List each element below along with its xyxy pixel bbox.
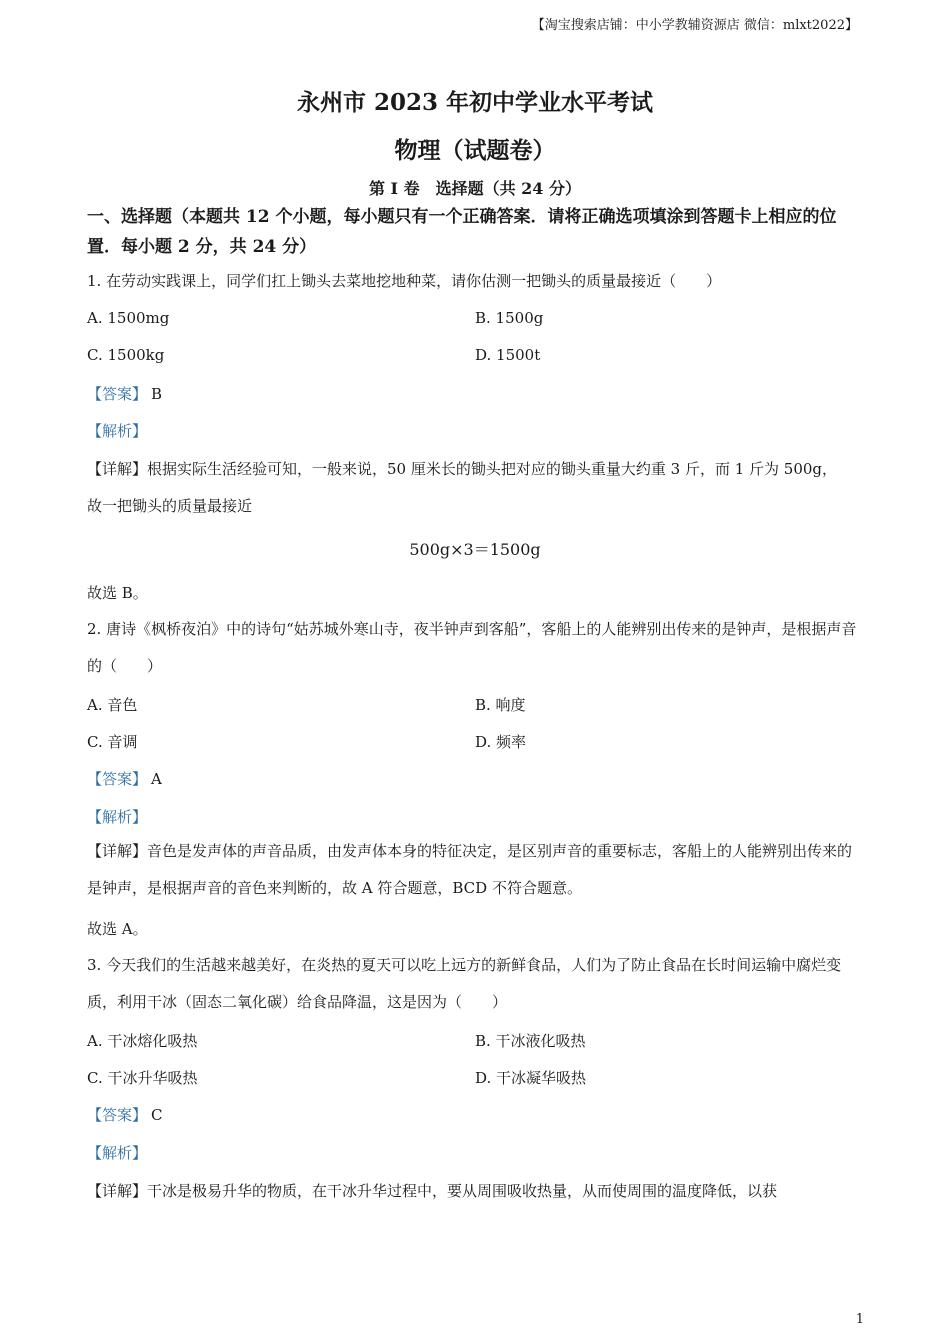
answer-value: A <box>151 770 162 788</box>
question-3-option-b: B. 干冰液化吸热 <box>475 1032 586 1050</box>
question-1-formula: 500g×3＝1500g <box>409 540 541 559</box>
detail-text: 音色是发声体的声音品质，由发声体本身的特征决定，是区别声音的重要标志，客船上的人能辨别出传来的是钟声，是根据声音的音色来判断的，故 A 符合题意，BCD 不符合题意。 <box>87 842 853 897</box>
answer-label: 【答案】 <box>87 385 148 403</box>
question-3-option-a: A. 干冰熔化吸热 <box>87 1032 198 1050</box>
question-1-answer <box>87 383 162 404</box>
detail-text: 根据实际生活经验可知，一般来说，50 厘米长的锄头把对应的锄头重量大约重 3 斤，而 1 斤为 500g， <box>147 460 838 478</box>
question-3-analysis-label: 【解析】 <box>87 1144 148 1162</box>
question-2-option-a: A. 音色 <box>87 696 138 714</box>
question-1-option-c: C. 1500kg <box>87 346 165 364</box>
page-title: 永州市 2023 年初中学业水平考试 <box>296 89 654 116</box>
question-2-option-d: D. 频率 <box>475 733 527 751</box>
detail-text: 干冰是极易升华的物质，在干冰升华过程中，要从周围吸收热量，从而使周围的温度降低，以获 <box>147 1182 778 1200</box>
question-1-option-d: D. 1500t <box>475 346 541 364</box>
question-1-detail <box>87 458 837 479</box>
page-subtitle: 物理（试题卷） <box>394 137 556 164</box>
question-2-option-c: C. 音调 <box>87 733 138 751</box>
question-3-stem: 3. 今天我们的生活越来越美好，在炎热的夏天可以吃上远方的新鲜食品，人们为了防止食品在长时间运输中腐烂变质，利用干冰（固态二氧化碳）给食品降温，这是因为（ ） <box>87 956 842 1011</box>
part-instruction: 一、选择题（本题共 12 个小题，每小题只有一个正确答案．请将正确选项填涂到答题卡上相应的位置．每小题 2 分，共 24 分） <box>87 207 837 257</box>
detail-label: 【详解】 <box>87 1182 148 1200</box>
detail-label: 【详解】 <box>87 460 148 478</box>
detail-label: 【详解】 <box>87 842 148 860</box>
question-1-option-b: B. 1500g <box>475 309 544 327</box>
question-1-conclusion: 故选 B。 <box>87 584 148 602</box>
question-3-answer <box>87 1104 163 1125</box>
answer-value: C <box>151 1106 163 1124</box>
watermark-text: 【淘宝搜索店铺：中小学教辅资源店 微信：mlxt2022】 <box>531 18 858 33</box>
answer-label: 【答案】 <box>87 1106 148 1124</box>
answer-label: 【答案】 <box>87 770 148 788</box>
question-2-conclusion: 故选 A。 <box>87 920 148 938</box>
section-heading: 第 I 卷 选择题（共 24 分） <box>368 179 582 198</box>
question-2-detail <box>87 833 867 907</box>
question-3-option-d: D. 干冰凝华吸热 <box>475 1069 587 1087</box>
question-1-stem: 1. 在劳动实践课上，同学们扛上锄头去菜地挖地种菜，请你估测一把锄头的质量最接近（ ） <box>87 272 722 290</box>
question-3-detail <box>87 1180 777 1201</box>
question-2-analysis-label: 【解析】 <box>87 808 148 826</box>
page-number: 1 <box>855 1312 864 1327</box>
question-2-stem: 2. 唐诗《枫桥夜泊》中的诗句“姑苏城外寒山寺，夜半钟声到客船”，客船上的人能辨别出传来的是钟声，是根据声音的（ ） <box>87 620 857 675</box>
question-3-option-c: C. 干冰升华吸热 <box>87 1069 198 1087</box>
question-1-analysis-label: 【解析】 <box>87 422 148 440</box>
question-1-detail-continued: 故一把锄头的质量最接近 <box>87 497 253 515</box>
question-2-answer <box>87 768 162 789</box>
answer-value: B <box>151 385 163 403</box>
question-1-option-a: A. 1500mg <box>87 309 170 327</box>
question-2-option-b: B. 响度 <box>475 696 526 714</box>
